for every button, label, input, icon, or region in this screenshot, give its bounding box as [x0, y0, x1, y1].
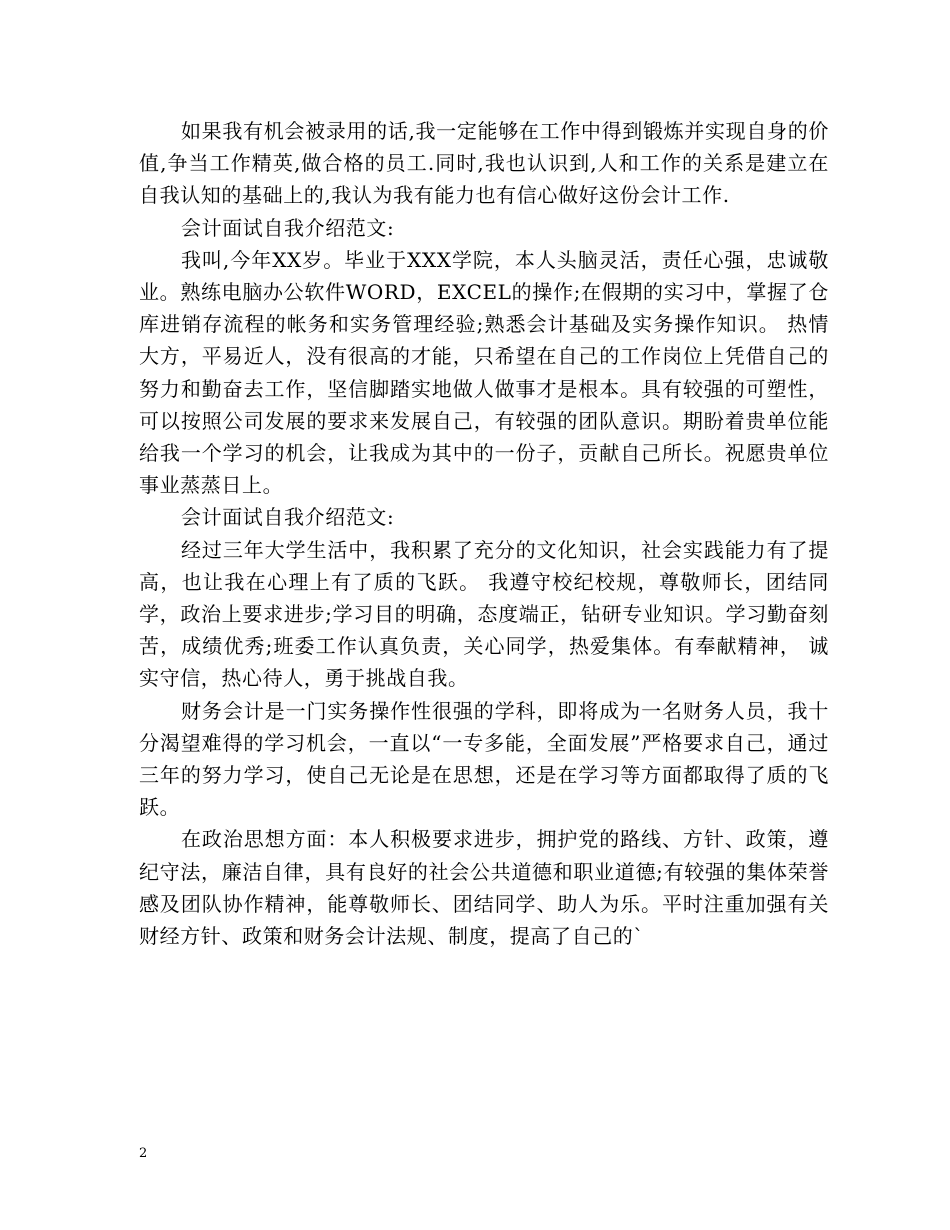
paragraph-4: 财务会计是一门实务操作性很强的学科，即将成为一名财务人员，我十分渴望难得的学习机会，一直以“一专多能，全面发展”严格要求自己，通过三年的努力学习，使自己无论是在思想，还是在学习等方面都取得了质的飞跃。: [139, 698, 829, 820]
page-number: 2: [139, 1146, 148, 1161]
section-heading-1: 会计面试自我介绍范文:: [181, 215, 395, 240]
paragraph-2: 我叫,今年XX岁。毕业于XXX学院，本人头脑灵活，责任心强，忠诚敬业。熟练电脑办公软件WORD，EXCEL的操作;在假期的实习中，掌握了仓库进销存流程的帐务和实务管理经验;熟悉会计基础及实务操作知识。 热情大方，平易近人，没有很高的才能，只希望在自己的工作岗位上凭借自己的努力和勤奋去工作，坚信脚踏实地做人做事才是根本。具有较强的可塑性，可以按照公司发展的要求来发展自己，有较强的团队意识。期盼着贵单位能给我一个学习的机会，让我成为其中的一份子，贡献自己所长。祝愿贵单位事业蒸蒸日上。: [139, 247, 829, 498]
paragraph-1: 如果我有机会被录用的话,我一定能够在工作中得到锻炼并实现自身的价值,争当工作精英,做合格的员工.同时,我也认识到,人和工作的关系是建立在自我认知的基础上的,我认为我有能力也有信心做好这份会计工作.: [139, 119, 829, 208]
paragraph-3: 经过三年大学生活中，我积累了充分的文化知识，社会实践能力有了提高，也让我在心理上有了质的飞跃。 我遵守校纪校规，尊敬师长，团结同学，政治上要求进步;学习目的明确，态度端正，钻研专业知识。学习勤奋刻苦，成绩优秀;班委工作认真负责，关心同学，热爱集体。有奉献精神， 诚实守信，热心待人，勇于挑战自我。: [139, 537, 829, 691]
section-heading-2: 会计面试自我介绍范文:: [181, 505, 395, 530]
document-body: [139, 115, 829, 952]
paragraph-5: 在政治思想方面：本人积极要求进步，拥护党的路线、方针、政策，遵纪守法，廉洁自律，具有良好的社会公共道德和职业道德;有较强的集体荣誉感及团队协作精神，能尊敬师长、团结同学、助人为乐。平时注重加强有关财经方针、政策和财务会计法规、制度，提高了自己的`: [139, 827, 829, 949]
